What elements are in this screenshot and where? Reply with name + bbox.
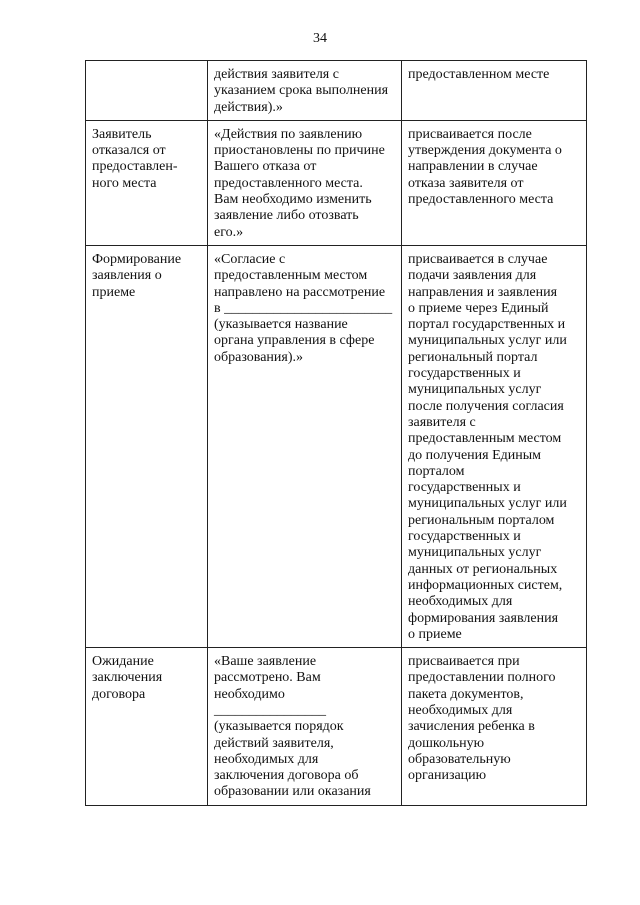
- message-cell: «Ваше заявление рассмотрено. Вам необходимо ________________ (указывается порядок действий заявителя, необходимых для заключения договора об образовании или оказания: [208, 648, 402, 806]
- table-row: [86, 245, 587, 647]
- status-table: [85, 60, 587, 806]
- status-cell: Заявитель отказался от предоставлен- ного места: [86, 120, 208, 245]
- message-cell: «Согласие с предоставленным местом направлено на рассмотрение в ________________________ (указывается название органа управления в сфере образования).»: [208, 245, 402, 647]
- table-row: [86, 120, 587, 245]
- table-row: [86, 648, 587, 806]
- condition-cell: предоставленном месте: [402, 61, 587, 121]
- status-cell: Ожидание заключения договора: [86, 648, 208, 806]
- message-cell: действия заявителя с указанием срока выполнения действия).»: [208, 61, 402, 121]
- status-cell: [86, 61, 208, 121]
- message-cell: «Действия по заявлению приостановлены по причине Вашего отказа от предоставленного места. Вам необходимо изменить заявление либо отозвать его.»: [208, 120, 402, 245]
- condition-cell: присваивается при предоставлении полного пакета документов, необходимых для зачисления ребенка в дошкольную образовательную организацию: [402, 648, 587, 806]
- condition-cell: присваивается после утверждения документа о направлении в случае отказа заявителя от предоставленного места: [402, 120, 587, 245]
- page-number: 34: [313, 31, 327, 46]
- table-row: [86, 61, 587, 121]
- status-cell: Формирование заявления о приеме: [86, 245, 208, 647]
- condition-cell: присваивается в случае подачи заявления для направления и заявления о приеме через Единый портал государственных и муниципальных услуг или региональный портал государственных и муниципальных услуг после получения согласия заявителя с предоставленным местом до получения Единым порталом государственных и муниципальных услуг или региональным порталом государственных и муниципальных услуг данных от региональных информационных систем, необходимых для формирования заявления о приеме: [402, 245, 587, 647]
